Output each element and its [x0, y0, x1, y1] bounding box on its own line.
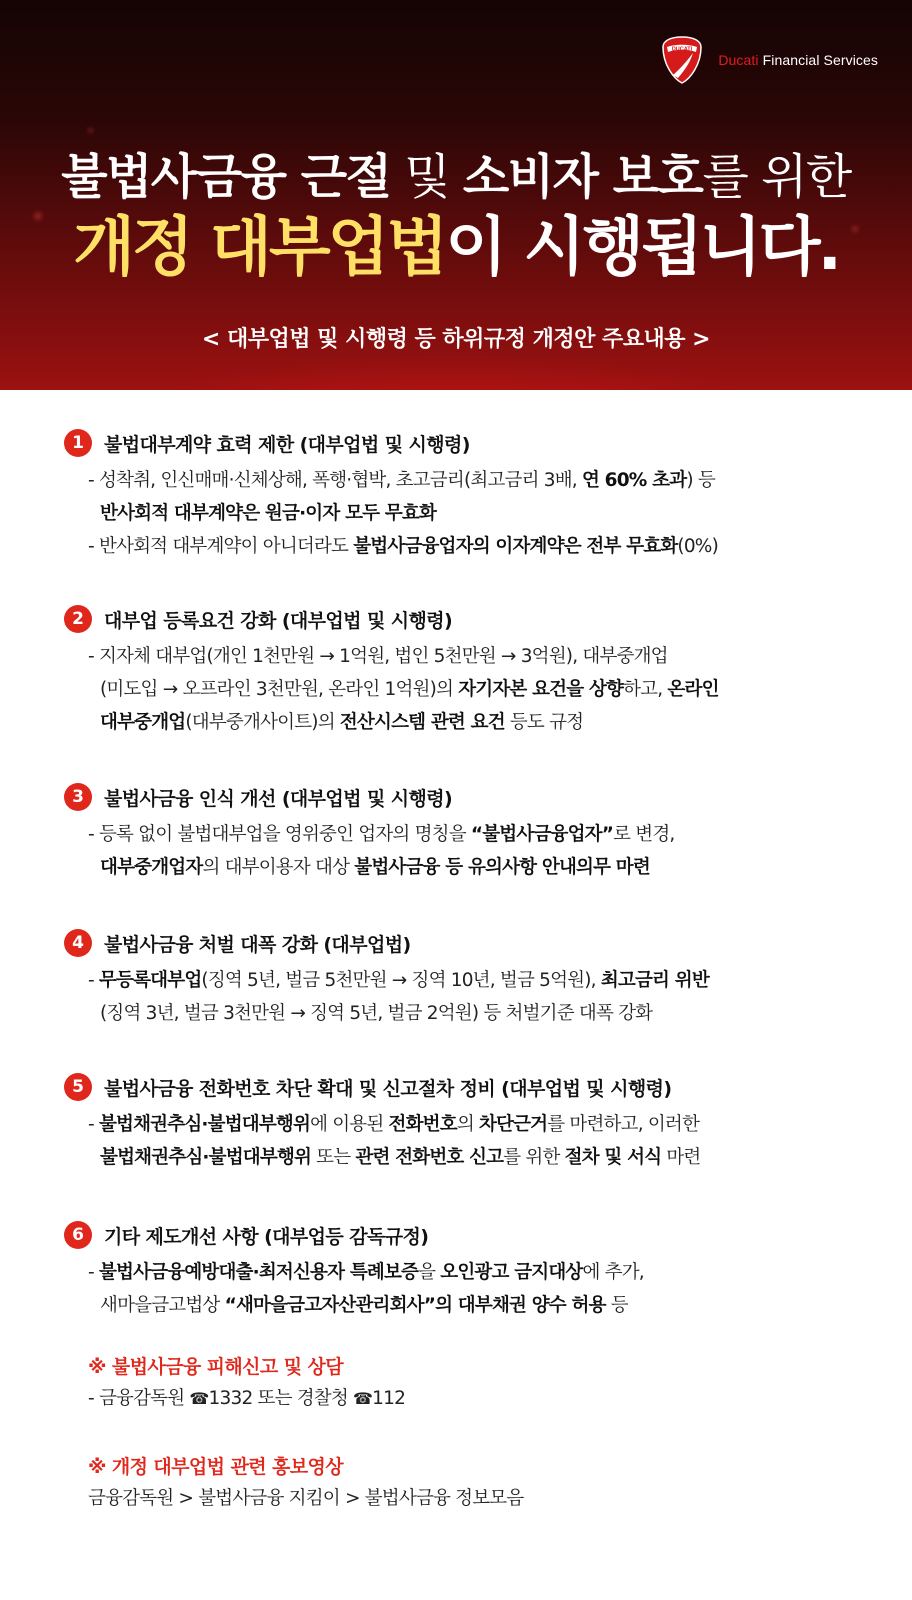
headline-light-2: 를 위한: [702, 149, 851, 205]
body-line: (징역 3년, 벌금 3천만원 → 징역 5년, 벌금 2억원) 등 처벌기준 대폭 강화: [100, 1003, 653, 1024]
section-title: [64, 782, 864, 812]
headline-bold-2: 소비자 보호: [462, 149, 703, 205]
report-contacts: - 금융감독원 ☎1332 또는 경찰청 ☎112: [88, 1388, 406, 1409]
body-line: 불법채권추심·불법대부행위 또는 관련 전화번호 신고를 위한 절차 및 서식 마련: [100, 1147, 701, 1168]
section-title-text: 기타 제도개선 사항 (대부업등 감독규정): [104, 1225, 429, 1248]
section-title: [64, 428, 864, 458]
number-badge: 5: [64, 1073, 92, 1101]
body-line: - 불법사금융예방대출·최저신용자 특례보증을 오인광고 금지대상에 추가,: [88, 1262, 644, 1283]
hero-banner: [0, 0, 912, 390]
body-line: 새마을금고법상 “새마을금고자산관리회사”의 대부채권 양수 허용 등: [100, 1295, 628, 1316]
phone-icon: ☎: [189, 1389, 209, 1408]
section-1: [64, 428, 864, 563]
section-3: [64, 782, 864, 884]
section-title-text: 불법대부계약 효력 제한 (대부업법 및 시행령): [104, 433, 470, 456]
number-badge: 4: [64, 929, 92, 957]
section-2: [64, 604, 864, 739]
body-line: 대부중개업자의 대부이용자 대상 불법사금융 등 유의사항 안내의무 마련: [100, 857, 650, 878]
brand-name-ducati: Ducati: [718, 52, 759, 68]
report-notice-title: ※ 불법사금융 피해신고 및 상담: [88, 1356, 343, 1378]
brand-logo: [660, 36, 878, 84]
headline-bold-1: 불법사금융 근절: [61, 149, 391, 205]
section-title: [64, 1220, 864, 1250]
sparkle: [88, 128, 93, 133]
body-line: - 무등록대부업(징역 5년, 벌금 5천만원 → 징역 10년, 벌금 5억원), 최고금리 위반: [88, 970, 709, 991]
number-badge: 2: [64, 605, 92, 633]
number-badge: 3: [64, 783, 92, 811]
number-badge: 1: [64, 429, 92, 457]
video-notice-title: ※ 개정 대부업법 관련 홍보영상: [88, 1456, 343, 1478]
section-5: [64, 1072, 864, 1174]
section-body: [88, 464, 864, 563]
headline-line-2: [0, 196, 912, 288]
section-title-text: 불법사금융 전화번호 차단 확대 및 신고절차 정비 (대부업법 및 시행령): [104, 1077, 672, 1100]
section-title: [64, 604, 864, 634]
report-notice: [88, 1352, 868, 1416]
body-line: - 등록 없이 불법대부업을 영위중인 업자의 명칭을 “불법사금융업자”로 변경,: [88, 824, 675, 845]
svg-text:DUCATI: DUCATI: [672, 46, 693, 53]
section-4: [64, 928, 864, 1030]
subtitle: < 대부업법 및 시행령 등 하위규정 개정안 주요내용 >: [201, 327, 711, 352]
headline-light-1: 및: [390, 149, 463, 205]
body-line: 대부중개업(대부중개사이트)의 전산시스템 관련 요건 등도 규정: [100, 712, 584, 733]
section-title-text: 대부업 등록요건 강화 (대부업법 및 시행령): [104, 609, 453, 632]
section-title-text: 불법사금융 인식 개선 (대부업법 및 시행령): [104, 787, 453, 810]
video-path: 금융감독원 > 불법사금융 지킴이 > 불법사금융 정보모음: [88, 1488, 524, 1509]
body-line: (미도입 → 오프라인 3천만원, 온라인 1억원)의 자기자본 요건을 상향하고, 온라인: [100, 679, 719, 700]
body-line: - 불법채권추심·불법대부행위에 이용된 전화번호의 차단근거를 마련하고, 이러한: [88, 1114, 700, 1135]
section-body: [88, 1256, 864, 1322]
section-body: [88, 1108, 864, 1174]
brand-name: [718, 52, 878, 68]
body-line: - 지자체 대부업(개인 1천만원 → 1억원, 법인 5천만원 → 3억원), 대부중개업: [88, 646, 668, 667]
content-body: [0, 390, 912, 1600]
phone-icon: ☎: [353, 1389, 373, 1408]
body-line: 반사회적 대부계약은 원금·이자 모두 무효화: [100, 503, 437, 524]
section-title: [64, 928, 864, 958]
brand-name-rest: Financial Services: [758, 52, 878, 68]
ducati-shield-icon: [660, 35, 704, 85]
section-body: [88, 818, 864, 884]
section-body: [88, 964, 864, 1030]
section-title-text: 불법사금융 처벌 대폭 강화 (대부업법): [104, 933, 411, 956]
headline-highlight: 개정 대부업법: [73, 211, 446, 285]
section-body: [88, 640, 864, 739]
section-6: [64, 1220, 864, 1322]
headline-rest: 이 시행됩니다.: [445, 211, 839, 285]
number-badge: 6: [64, 1221, 92, 1249]
section-title: [64, 1072, 864, 1102]
video-notice: [88, 1452, 868, 1516]
body-line: - 성착취, 인신매매·신체상해, 폭행·협박, 초고금리(최고금리 3배, 연 60% 초과) 등: [88, 470, 715, 491]
body-line: - 반사회적 대부계약이 아니더라도 불법사금융업자의 이자계약은 전부 무효화(0%): [88, 536, 718, 557]
